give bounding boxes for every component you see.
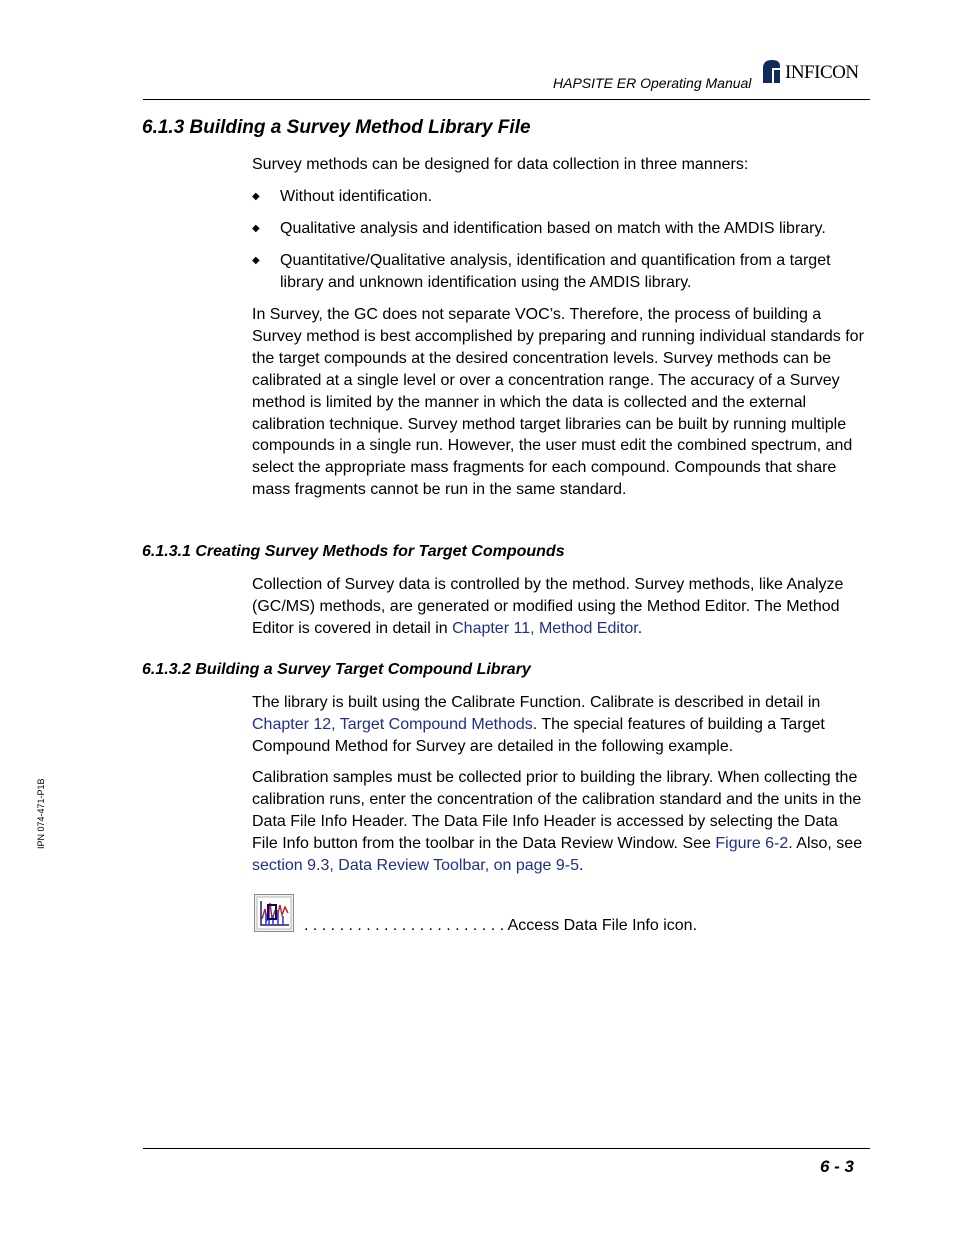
section-heading: 6.1.3 Building a Survey Method Library File bbox=[142, 117, 531, 138]
manual-title: HAPSITE ER Operating Manual bbox=[553, 75, 752, 91]
paragraph-text: . The special features of building a Target Compound Method for Survey are detailed in the following example. bbox=[252, 715, 825, 755]
icon-caption: . . . . . . . . . . . . . . . . . . . . . . . Access Data File Info icon. bbox=[304, 917, 698, 934]
subsection-paragraph bbox=[252, 574, 868, 640]
paragraph-text: . bbox=[637, 619, 643, 637]
subsection-heading: 6.1.3.2 Building a Survey Target Compound Library bbox=[142, 661, 531, 678]
section-intro: Survey methods can be designed for data collection in three manners: bbox=[252, 156, 749, 173]
bullet-text: Qualitative analysis and identification based on match with the AMDIS library. bbox=[280, 220, 826, 237]
paragraph-text: The library is built using the Calibrate Function. Calibrate is described in detail in bbox=[252, 694, 821, 711]
paragraph-text: . bbox=[579, 856, 584, 874]
section-body: In Survey, the GC does not separate VOC’s. Therefore, the process of building a Survey method is best accomplished by preparing and running individual standards for the target compounds at the desired concentration levels. Survey methods can be calibrated at a single level or over a concentration range. The accuracy of a Survey method is limited by the manner in which the data is collected and the external calibration technique. Survey method target libraries can be built by running multiple compounds in a single run. However, the user must edit the combined spectrum, and select the appropriate mass fragments for each compound. Compounds that share mass fragments cannot be run in the same standard. bbox=[252, 306, 864, 499]
bullet-text: Without identification. bbox=[280, 188, 433, 205]
subsection-paragraph bbox=[252, 767, 868, 877]
document-id-label: IPN 074-471-P1B bbox=[36, 778, 46, 849]
inficon-logo bbox=[760, 58, 874, 84]
chapter-12-link[interactable]: Chapter 12, Target Compound Methods bbox=[252, 715, 533, 733]
subsection-heading: 6.1.3.1 Creating Survey Methods for Target Compounds bbox=[142, 543, 565, 560]
diamond-bullet-icon: ◆ bbox=[252, 223, 260, 234]
section-9-3-link[interactable]: section 9.3, Data Review Toolbar, on page 9-5 bbox=[252, 856, 580, 874]
paragraph-text: . Also, see bbox=[788, 834, 863, 852]
chapter-11-link[interactable]: Chapter 11, Method Editor bbox=[452, 619, 638, 637]
inficon-logo-icon bbox=[760, 58, 784, 84]
data-file-info-icon bbox=[254, 894, 294, 932]
diamond-bullet-icon: ◆ bbox=[252, 255, 260, 266]
paragraph-text: Collection of Survey data is controlled by the method. Survey methods, like Analyze (GC/MS) methods, are generated or modified using the Method Editor. The Method Editor is covered in detail in bbox=[252, 576, 844, 637]
bullet-text: Quantitative/Qualitative analysis, identification and quantification from a target library and unknown identification using the AMDIS library. bbox=[280, 252, 831, 291]
figure-6-2-link[interactable]: Figure 6-2 bbox=[715, 834, 789, 852]
header-rule bbox=[143, 99, 870, 100]
page-number: 6 - 3 bbox=[820, 1157, 855, 1176]
paragraph-text: Calibration samples must be collected prior to building the library. When collecting the calibration runs, enter the concentration of the calibration standard and the units in the Data File Info Header. The Data File Info Header is accessed by selecting the Data File Info button from the toolbar in the Data Review Window. See bbox=[252, 769, 862, 852]
footer-rule bbox=[143, 1148, 870, 1149]
subsection-paragraph bbox=[252, 692, 868, 758]
diamond-bullet-icon: ◆ bbox=[252, 191, 260, 202]
logo-text: INFICON bbox=[785, 62, 859, 83]
